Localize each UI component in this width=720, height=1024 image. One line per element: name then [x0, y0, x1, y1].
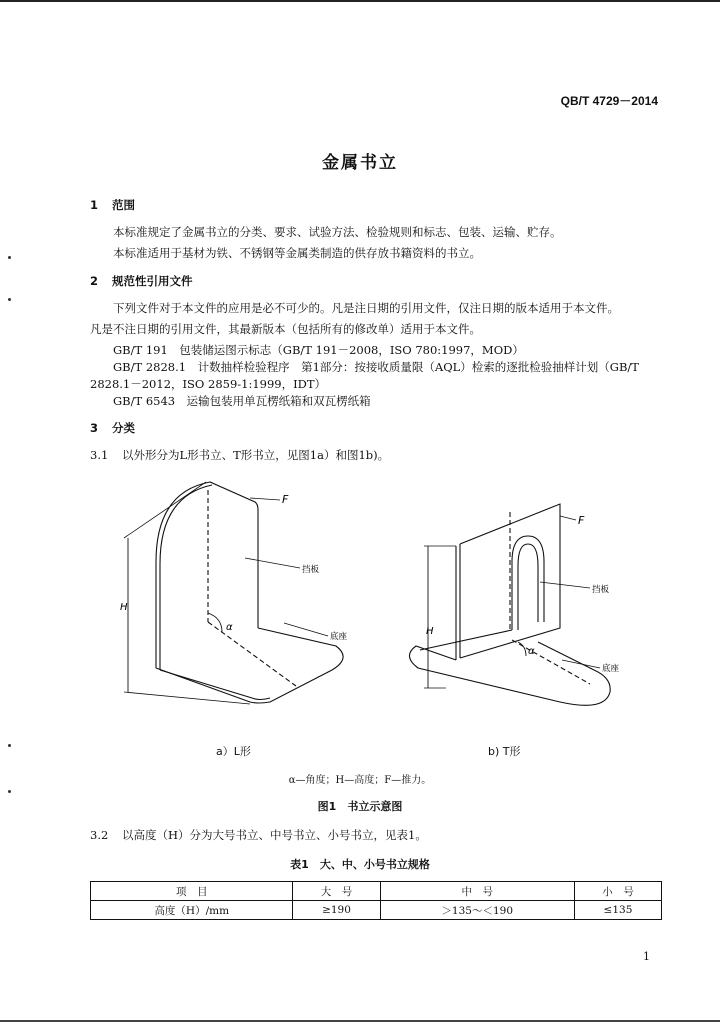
scan-speck [8, 256, 11, 259]
paragraph: 下列文件对于本文件的应用是必不可少的。凡是注日期的引用文件，仅注日期的版本适用于本文件。 [113, 301, 619, 315]
scan-speck [8, 298, 11, 301]
top-scan-line [0, 0, 720, 2]
section-number: 1 [90, 198, 99, 212]
label-base-right: 底座 [602, 664, 620, 674]
section-number: 3 [90, 421, 99, 435]
section-3-heading [90, 420, 135, 436]
section-title: 范围 [112, 198, 135, 212]
clause-3-2 [90, 827, 427, 843]
clause-number: 3.2 [90, 828, 109, 842]
section-title: 分类 [112, 421, 135, 435]
clause-text: 以外形分为L形书立、T形书立，见图1a）和图1b)。 [122, 448, 390, 462]
standard-number: QB/T 4729－2014 [560, 94, 658, 108]
page-number: 1 [643, 950, 650, 963]
reference-item: 2828.1－2012，ISO 2859-1:1999，IDT） [90, 377, 327, 391]
subfigure-b-label: b) T形 [488, 745, 521, 758]
document-title: 金属书立 [322, 153, 398, 173]
label-h-left: H [120, 602, 128, 613]
clause-text: 以高度（H）分为大号书立、中号书立、小号书立，见表1。 [122, 828, 427, 842]
spec-table [90, 881, 662, 920]
table-header-cell: 项 目 [91, 882, 293, 901]
table-header-cell: 大 号 [293, 882, 380, 901]
label-alpha-right: α [528, 646, 535, 657]
reference-item: GB/T 191 包装储运图示标志（GB/T 191－2008，ISO 780:1997，MOD） [113, 343, 524, 357]
section-2-heading [90, 273, 193, 289]
clause-3-1 [90, 447, 389, 463]
table-header-cell: 中 号 [380, 882, 574, 901]
figure-legend: α—角度；H—高度；F—推力。 [288, 775, 432, 786]
section-title: 规范性引用文件 [112, 274, 193, 288]
table-cell: ＞135～＜190 [380, 901, 574, 920]
table-cell: 高度（H）/mm [91, 901, 293, 920]
table-cell: ≤135 [574, 901, 661, 920]
scan-speck [8, 744, 11, 747]
label-f-right: F [578, 514, 585, 527]
t-shape-bookend [409, 504, 610, 705]
figure-drawing [100, 470, 630, 720]
section-number: 2 [90, 274, 99, 288]
table-header-cell: 小 号 [574, 882, 661, 901]
reference-item: GB/T 2828.1 计数抽样检验程序 第1部分：按接收质量限（AQL）检索的逐批检验抽样计划（GB/T [113, 360, 639, 374]
figure-caption: 图1 书立示意图 [317, 800, 403, 813]
label-f-left: F [282, 493, 289, 506]
reference-item: GB/T 6543 运输包装用单瓦楞纸箱和双瓦楞纸箱 [113, 394, 371, 408]
l-shape-bookend [124, 482, 343, 704]
paragraph: 凡是不注日期的引用文件，其最新版本（包括所有的修改单）适用于本文件。 [90, 322, 481, 336]
section-1-heading [90, 197, 135, 213]
paragraph: 本标准适用于基材为铁、不锈钢等金属类制造的供存放书籍资料的书立。 [113, 246, 481, 260]
label-baffle-left: 挡板 [302, 565, 320, 575]
label-baffle-right: 挡板 [592, 585, 610, 595]
label-alpha-left: α [226, 622, 233, 633]
clause-number: 3.1 [90, 448, 109, 462]
bottom-scan-line [0, 1020, 720, 1022]
label-base-left: 底座 [330, 632, 348, 642]
label-h-right: H [426, 626, 434, 637]
subfigure-a-label: a）L形 [216, 745, 251, 758]
table-row [91, 901, 662, 920]
table-cell: ≥190 [293, 901, 380, 920]
scan-speck [8, 790, 11, 793]
paragraph: 本标准规定了金属书立的分类、要求、试验方法、检验规则和标志、包装、运输、贮存。 [113, 225, 562, 239]
table-header-row [91, 882, 662, 901]
bookend-figure [100, 470, 630, 720]
table-caption: 表1 大、中、小号书立规格 [290, 858, 430, 871]
